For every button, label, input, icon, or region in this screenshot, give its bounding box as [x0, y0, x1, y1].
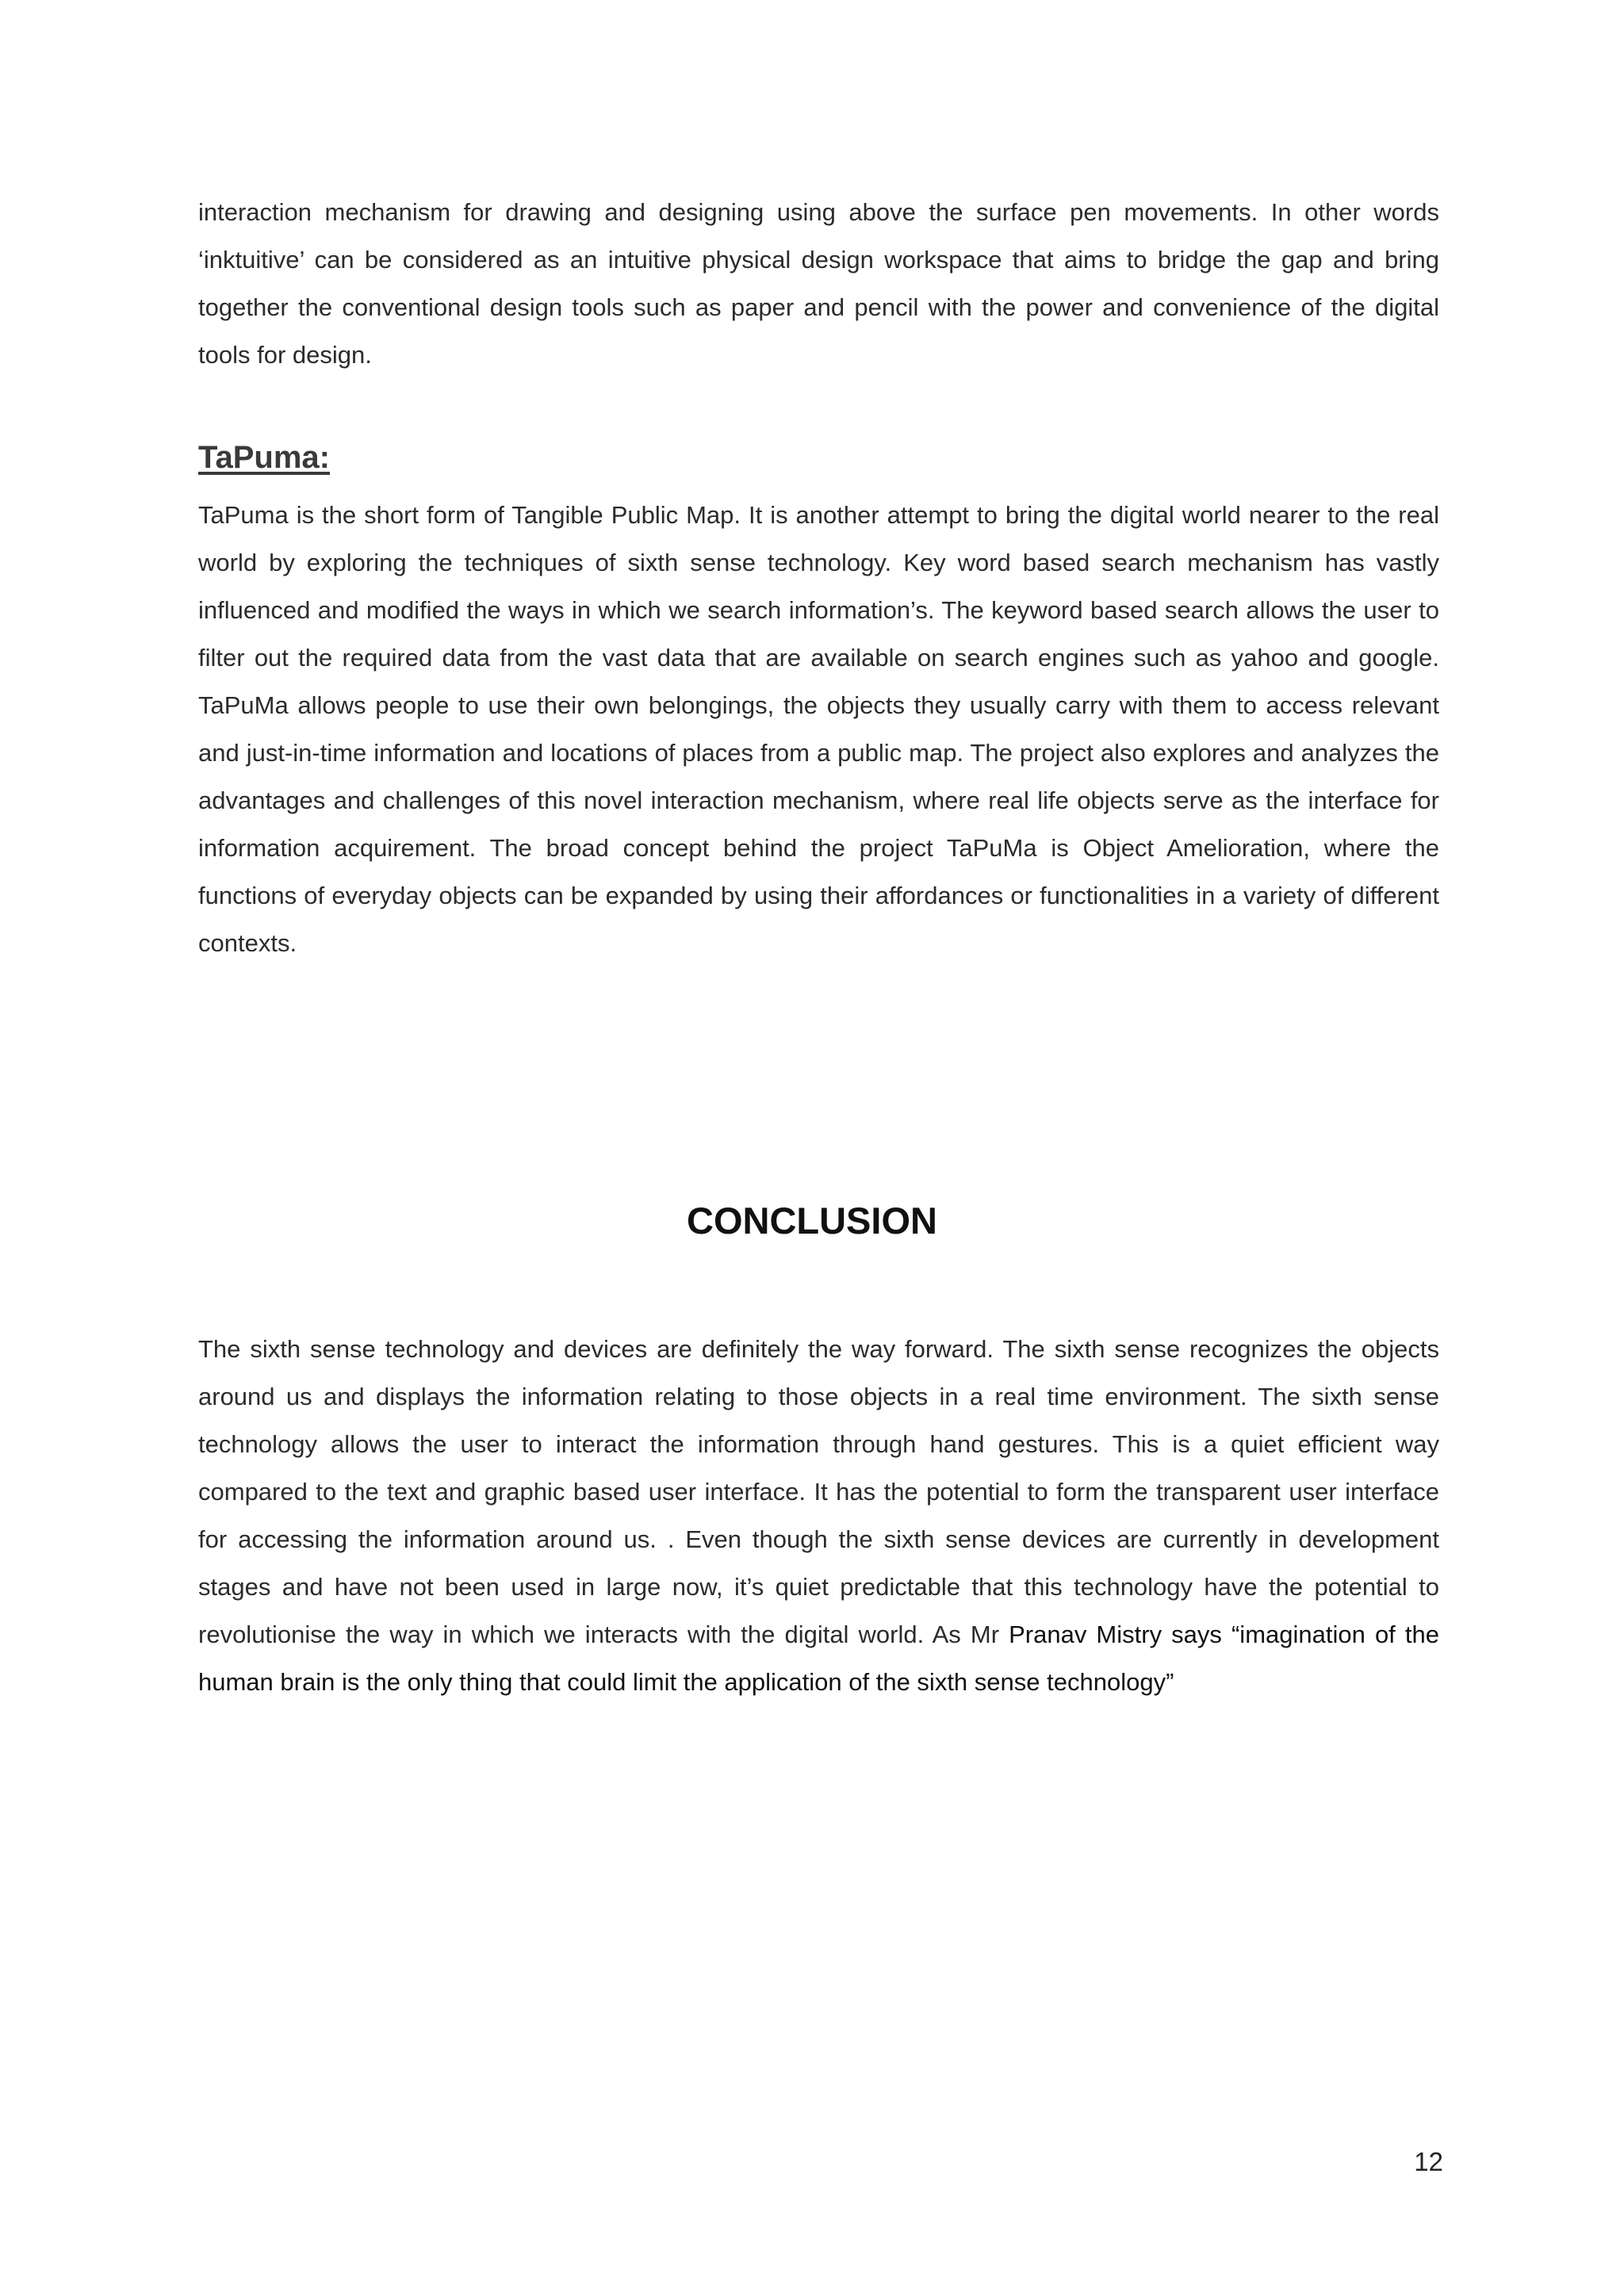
conclusion-body-text: The sixth sense technology and devices are definitely the way forward. The sixth sense recognizes the objects around us and displays the information relating to those objects in a real time environment. The sixth sense technology allows the user to interact the information through hand gestures. This is a quiet efficient way compared to the text and graphic based user interface. It has the potential to form the transparent user interface for accessing the information around us. . Even though the sixth sense devices are currently in development stages and have not been used in large now, it’s quiet predictable that this technology have the potential to revolutionise the way in which we interacts with the digital world. As Mr: [198, 1335, 1439, 1648]
conclusion-paragraph: [198, 1326, 1439, 1706]
tapuma-paragraph: TaPuma is the short form of Tangible Public Map. It is another attempt to bring the digital world nearer to the real world by exploring the techniques of sixth sense technology. Key word based search mechanism has vastly influenced and modified the ways in which we search information’s. The keyword based search allows the user to filter out the required data from the vast data that are available on search engines such as yahoo and google. TaPuMa allows people to use their own belongings, the objects they usually carry with them to access relevant and just-in-time information and locations of places from a public map. The project also explores and analyzes the advantages and challenges of this novel interaction mechanism, where real life objects serve as the interface for information acquirement. The broad concept behind the project TaPuMa is Object Amelioration, where the functions of everyday objects can be expanded by using their affordances or functionalities in a variety of different contexts.: [198, 501, 1439, 957]
intro-paragraph: interaction mechanism for drawing and designing using above the surface pen movements. In other words ‘inktuitive’ can be considered as an intuitive physical design workspace that aims to bridge the gap and bring together the conventional design tools such as paper and pencil with the power and convenience of the digital tools for design.: [198, 198, 1439, 369]
page-number: 12: [1414, 2147, 1443, 2176]
conclusion-quote-text: Pranav Mistry says “imagination of the human brain is the only thing that could limit the application of the sixth sense technology”: [198, 1621, 1439, 1696]
conclusion-heading: CONCLUSION: [687, 1200, 937, 1242]
tapuma-heading: TaPuma:: [198, 440, 330, 475]
